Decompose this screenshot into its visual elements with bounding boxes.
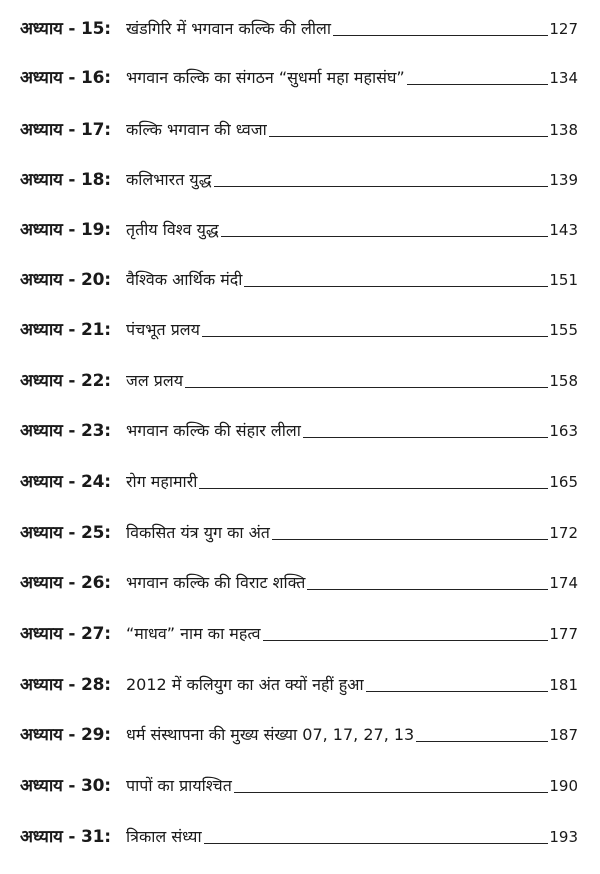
chapter-title: त्रिकाल संध्या <box>126 822 204 852</box>
page-number: 138 <box>548 115 578 145</box>
toc-entry-23 <box>0 416 600 446</box>
toc-entry-20 <box>0 265 600 295</box>
chapter-label: अध्याय - 21: <box>20 320 111 340</box>
chapter-title: खंडगिरि में भगवान कल्कि की लीला <box>126 14 333 44</box>
chapter-label: अध्याय - 15: <box>20 19 111 39</box>
toc-entry-26 <box>0 568 600 598</box>
chapter-title: विकसित यंत्र युग का अंत <box>126 518 272 548</box>
toc-entry-30 <box>0 771 600 801</box>
toc-entry-21 <box>0 315 600 345</box>
dot-leader <box>126 387 570 388</box>
page-number: 165 <box>548 467 578 497</box>
chapter-title: धर्म संस्थापना की मुख्य संख्या 07, 17, 27, 13 <box>126 720 416 750</box>
chapter-title: जल प्रलय <box>126 366 185 396</box>
page-number: 190 <box>548 771 578 801</box>
chapter-title: तृतीय विश्व युद्ध <box>126 215 221 245</box>
toc-entry-17 <box>0 115 600 145</box>
chapter-title: भगवान कल्कि की संहार लीला <box>126 416 303 446</box>
toc-entry-31 <box>0 822 600 852</box>
chapter-label: अध्याय - 22: <box>20 371 111 391</box>
chapter-label: अध्याय - 31: <box>20 827 111 847</box>
page-number: 127 <box>548 14 578 44</box>
page-number: 143 <box>548 215 578 245</box>
chapter-label: अध्याय - 25: <box>20 523 111 543</box>
page-number: 155 <box>548 315 578 345</box>
chapter-title: “माधव” नाम का महत्व <box>126 619 263 649</box>
chapter-title: पापों का प्रायश्चित <box>126 771 234 801</box>
toc-entry-16 <box>0 63 600 93</box>
chapter-label: अध्याय - 27: <box>20 624 111 644</box>
page-number: 193 <box>548 822 578 852</box>
chapter-label: अध्याय - 24: <box>20 472 111 492</box>
toc-entry-27 <box>0 619 600 649</box>
chapter-label: अध्याय - 28: <box>20 675 111 695</box>
page-number: 163 <box>548 416 578 446</box>
chapter-label: अध्याय - 30: <box>20 776 111 796</box>
chapter-title: पंचभूत प्रलय <box>126 315 202 345</box>
chapter-label: अध्याय - 23: <box>20 421 111 441</box>
chapter-title: 2012 में कलियुग का अंत क्यों नहीं हुआ <box>126 670 366 700</box>
page-number: 151 <box>548 265 578 295</box>
page-number: 187 <box>548 720 578 750</box>
toc-entry-19 <box>0 215 600 245</box>
chapter-title: रोग महामारी <box>126 467 199 497</box>
chapter-label: अध्याय - 16: <box>20 68 111 88</box>
page-number: 172 <box>548 518 578 548</box>
toc-entry-29 <box>0 720 600 750</box>
page-number: 158 <box>548 366 578 396</box>
toc-entry-18 <box>0 165 600 195</box>
chapter-title: वैश्विक आर्थिक मंदी <box>126 265 244 295</box>
toc-entry-28 <box>0 670 600 700</box>
page-number: 174 <box>548 568 578 598</box>
chapter-title: कल्कि भगवान की ध्वजा <box>126 115 269 145</box>
chapter-title: भगवान कल्कि की विराट शक्ति <box>126 568 307 598</box>
chapter-label: अध्याय - 19: <box>20 220 111 240</box>
page-number: 139 <box>548 165 578 195</box>
toc-entry-15 <box>0 14 600 44</box>
chapter-label: अध्याय - 29: <box>20 725 111 745</box>
chapter-title: कलिभारत युद्ध <box>126 165 214 195</box>
page-number: 134 <box>548 63 578 93</box>
page-number: 177 <box>548 619 578 649</box>
toc-entry-22 <box>0 366 600 396</box>
chapter-title: भगवान कल्कि का संगठन “सुधर्मा महा महासंघ” <box>126 63 407 93</box>
toc-entry-25 <box>0 518 600 548</box>
chapter-label: अध्याय - 17: <box>20 120 111 140</box>
chapter-label: अध्याय - 26: <box>20 573 111 593</box>
chapter-label: अध्याय - 20: <box>20 270 111 290</box>
chapter-label: अध्याय - 18: <box>20 170 111 190</box>
toc-entry-24 <box>0 467 600 497</box>
page-number: 181 <box>548 670 578 700</box>
